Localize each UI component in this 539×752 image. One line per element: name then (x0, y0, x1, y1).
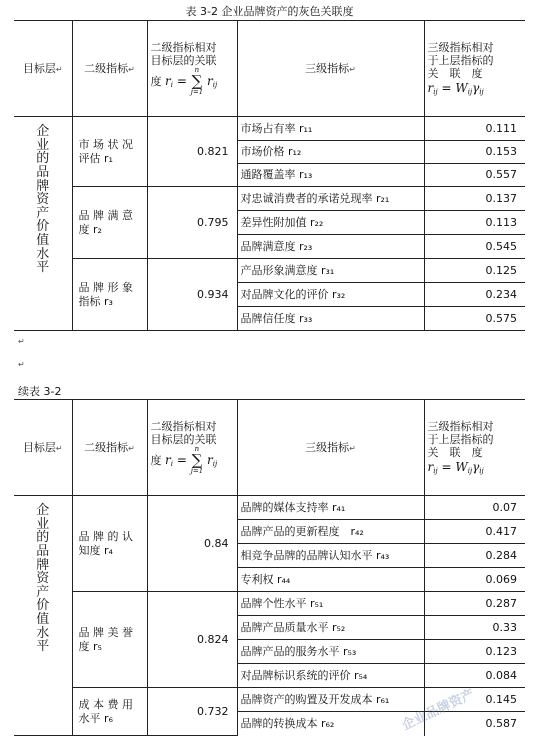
group-relevance: 0.824 (147, 592, 237, 688)
item-label: 品牌的媒体支持率 r₄₁ (237, 496, 424, 520)
item-value: 0.33 (424, 616, 525, 640)
item-value: 0.587 (424, 712, 525, 736)
group-name: 品 牌 的 认 知度 r₄ (72, 496, 147, 592)
return-mark: ↵ (18, 360, 25, 369)
header-second-rel: 二级指标相对 目标层的关联 度 $r_i$ = n ∑ j=1 $r_{ij}$ (147, 21, 237, 117)
header-second: 二级指标↵ (72, 21, 147, 117)
header-second: 二级指标↵ (72, 400, 147, 496)
item-label: 专利权 r₄₄ (237, 568, 424, 592)
table2 (14, 399, 525, 736)
group-name: 市 场 状 况 评估 r₁ (72, 117, 147, 187)
item-label: 通路覆盖率 r₁₃ (237, 164, 424, 187)
item-value: 0.125 (424, 259, 525, 283)
header-third-rel: 三级指标相对 于上层指标的 关 联 度 $r_{ij} = W_{ij}\gamma_{ij}$ (424, 21, 525, 117)
watermark: 企业品牌资产 (399, 686, 477, 734)
item-value: 0.113 (424, 211, 525, 235)
header-level: 目标层↵ (14, 21, 72, 117)
header-third: 三级指标↵ (237, 21, 424, 117)
group-name: 成 本 费 用 水平 r₆ (72, 688, 147, 736)
item-label: 差异性附加值 r₂₂ (237, 211, 424, 235)
item-value: 0.287 (424, 592, 525, 616)
target-label: 企业的品牌资产价值水平 (14, 496, 72, 736)
item-value: 0.084 (424, 664, 525, 688)
item-label: 品牌产品的更新程度 r₄₂ (237, 520, 424, 544)
item-label: 品牌产品质量水平 r₅₂ (237, 616, 424, 640)
header-level: 目标层↵ (14, 400, 72, 496)
item-value: 0.145 (424, 688, 525, 712)
item-value: 0.417 (424, 520, 525, 544)
table1-title: 表 3-2 企业品牌资产的灰色关联度 (185, 5, 354, 18)
item-value: 0.284 (424, 544, 525, 568)
target-label: 企业的品牌资产价值水平 (14, 117, 72, 331)
table1 (14, 20, 525, 331)
return-mark: ↵ (18, 337, 25, 346)
item-value: 0.545 (424, 235, 525, 259)
group-name: 品 牌 满 意 度 r₂ (72, 187, 147, 259)
item-value: 0.137 (424, 187, 525, 211)
item-value: 0.153 (424, 141, 525, 164)
item-label: 品牌资产的购置及开发成本 r₆₁ (237, 688, 424, 712)
header-third: 三级指标↵ (237, 400, 424, 496)
item-label: 产品形象满意度 r₃₁ (237, 259, 424, 283)
group-relevance: 0.732 (147, 688, 237, 736)
header-second-rel: 二级指标相对 目标层的关联 度 $r_i$ = n ∑ j=1 $r_{ij}$ (147, 400, 237, 496)
item-label: 相竞争品牌的品牌认知水平 r₄₃ (237, 544, 424, 568)
group-relevance: 0.934 (147, 259, 237, 331)
item-label: 对品牌标识系统的评价 r₅₄ (237, 664, 424, 688)
item-label: 市场价格 r₁₂ (237, 141, 424, 164)
group-relevance: 0.821 (147, 117, 237, 187)
item-label: 市场占有率 r₁₁ (237, 117, 424, 141)
item-value: 0.234 (424, 283, 525, 307)
item-value: 0.07 (424, 496, 525, 520)
item-label: 品牌的转换成本 r₆₂ (237, 712, 424, 736)
group-name: 品 牌 美 誉 度 r₅ (72, 592, 147, 688)
group-relevance: 0.795 (147, 187, 237, 259)
header-third-rel: 三级指标相对 于上层指标的 关 联 度 $r_{ij} = W_{ij}\gamma_{ij}$ (424, 400, 525, 496)
item-label: 对忠诚消费者的承诺兑现率 r₂₁ (237, 187, 424, 211)
table2-title: 续表 3-2 (18, 385, 62, 398)
item-value: 0.575 (424, 307, 525, 331)
item-label: 品牌产品的服务水平 r₅₃ (237, 640, 424, 664)
item-label: 品牌信任度 r₃₃ (237, 307, 424, 331)
item-value: 0.557 (424, 164, 525, 187)
item-value: 0.069 (424, 568, 525, 592)
item-label: 品牌满意度 r₂₃ (237, 235, 424, 259)
group-relevance: 0.84 (147, 496, 237, 592)
item-label: 品牌个性水平 r₅₁ (237, 592, 424, 616)
group-name: 品 牌 形 象 指标 r₃ (72, 259, 147, 331)
item-label: 对品牌文化的评价 r₃₂ (237, 283, 424, 307)
item-value: 0.111 (424, 117, 525, 141)
item-value: 0.123 (424, 640, 525, 664)
